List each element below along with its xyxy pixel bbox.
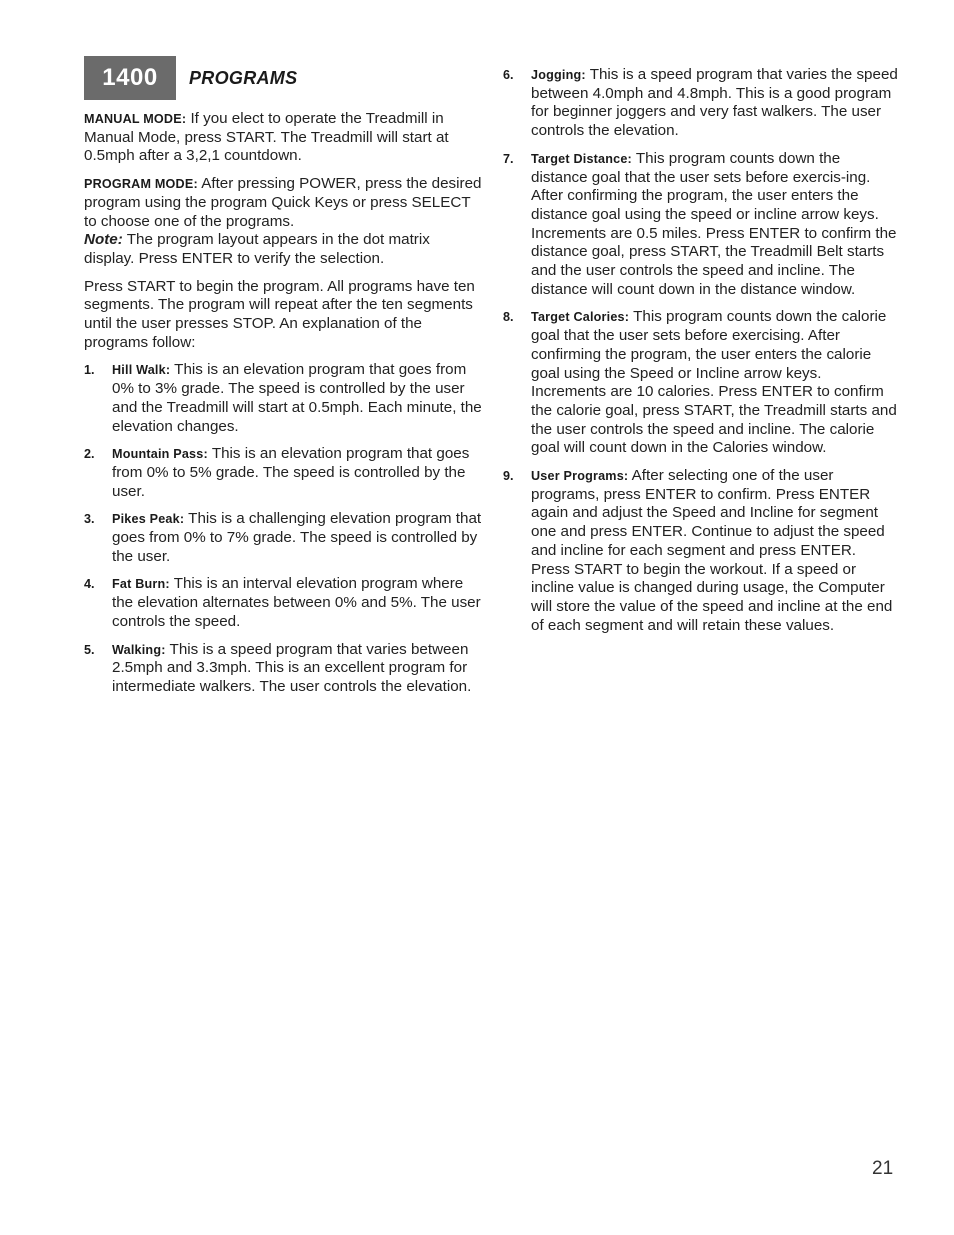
item-body: [112, 575, 484, 631]
item-name: Mountain Pass:: [112, 447, 208, 462]
program-item-target-distance: [503, 150, 899, 300]
program-item-user-programs: [503, 467, 899, 635]
item-name: Walking:: [112, 642, 166, 657]
item-name: Fat Burn:: [112, 577, 170, 592]
item-name: Hill Walk:: [112, 363, 171, 378]
item-number: 8.: [503, 310, 514, 325]
manual-mode-label: MANUAL MODE:: [84, 112, 187, 126]
item-number: 7.: [503, 151, 514, 166]
start-paragraph: Press START to begin the program. All programs have ten segments. The program will repeat after the ten segments until the user presses STOP. An explanation of the programs follow:: [84, 277, 475, 351]
left-column: [84, 110, 484, 706]
item-body: [531, 66, 899, 141]
item-description: This is an elevation program that goes from 0% to 3% grade. The speed is controlled by the user and the Treadmill will start at 0.5mph. Each minute, the elevation changes.: [112, 361, 482, 435]
item-number: 5.: [84, 642, 95, 657]
item-name: Pikes Peak:: [112, 512, 185, 527]
item-body: [531, 150, 899, 300]
item-name: Target Calories:: [531, 310, 630, 325]
program-item-fat-burn: [84, 575, 484, 631]
item-description: After selecting one of the user programs, press ENTER to confirm. Press ENTER again and adjust the Speed and Incline for segment one and press ENTER. Continue to adjust the speed and incline for each segment and press ENTER. Press START to begin the workout. If a speed or incline value is changed during usage, the Computer will store the value of the speed and incline at the end of each segment and will retain these values.: [531, 467, 893, 634]
item-name: Target Distance:: [531, 151, 632, 166]
item-number: 2.: [84, 447, 95, 462]
item-body: [112, 510, 484, 566]
item-number: 1.: [84, 363, 95, 378]
item-description: This is a challenging elevation program that goes from 0% to 7% grade. The speed is controlled by the user.: [112, 510, 482, 565]
item-body: [531, 308, 899, 458]
program-mode-paragraph: [84, 175, 484, 269]
item-body: [112, 445, 484, 501]
program-item-hill-walk: [84, 361, 484, 436]
item-description: This is a speed program that varies between 2.5mph and 3.3mph. This is an excellent program for intermediate walkers. The user controls the elevation.: [112, 640, 472, 695]
program-item-target-calories: [503, 308, 899, 458]
item-body: [112, 361, 484, 436]
item-number: 4.: [84, 577, 95, 592]
program-mode-text: After pressing POWER, press the desired program using the program Quick Keys or press SELECT to choose one of the programs.: [84, 175, 482, 230]
program-item-jogging: [503, 66, 899, 141]
right-column: [503, 66, 899, 644]
note-text: The program layout appears in the dot matrix display. Press ENTER to verify the selection.: [84, 231, 430, 267]
item-body: [531, 467, 899, 635]
note-label: Note:: [84, 231, 123, 249]
item-description: This is a speed program that varies the speed between 4.0mph and 4.8mph. This is a good program for beginner joggers and very fast walkers. The user controls the elevation.: [531, 66, 898, 140]
section-title: PROGRAMS: [189, 67, 298, 88]
item-name: Jogging:: [531, 68, 586, 82]
section-header: [84, 56, 297, 100]
item-number: 9.: [503, 469, 514, 484]
item-number: 6.: [503, 68, 514, 82]
manual-mode-text: If you elect to operate the Treadmill in Manual Mode, press START. The Treadmill will start at 0.5mph after a 3,2,1 countdown.: [84, 110, 449, 165]
item-name: User Programs:: [531, 469, 629, 484]
item-description: This program counts down the calorie goal that the user sets before exercising. After confirming the program, the user enters the calorie goal using the Speed or Incline arrow keys. Increments are 10 calories. Press ENTER to confirm the calorie goal, press START, the Treadmill starts and the user controls the speed and incline. The calorie goal will count down in the Calories window.: [531, 308, 897, 457]
item-number: 3.: [84, 512, 95, 527]
program-item-mountain-pass: [84, 445, 484, 501]
program-item-pikes-peak: [84, 510, 484, 566]
item-description: This is an interval elevation program where the elevation alternates between 0% and 5%. The user controls the speed.: [112, 575, 481, 630]
page-number: 21: [872, 1158, 894, 1179]
program-mode-label: PROGRAM MODE:: [84, 177, 198, 192]
item-description: This is an elevation program that goes from 0% to 5% grade. The speed is controlled by the user.: [112, 445, 470, 500]
item-body: [112, 641, 484, 697]
item-description: This program counts down the distance goal that the user sets before exercis-ing. After confirming the program, the user enters the distance goal using the speed or incline arrow keys. Increments are 0.5 miles. Press ENTER to confirm the distance goal, press START, the Treadmill Belt starts and the user controls the speed and incline. The distance will count down in the distance window.: [531, 149, 897, 298]
program-item-walking: [84, 641, 484, 697]
model-badge: 1400: [84, 56, 176, 100]
manual-mode-paragraph: [84, 110, 484, 166]
